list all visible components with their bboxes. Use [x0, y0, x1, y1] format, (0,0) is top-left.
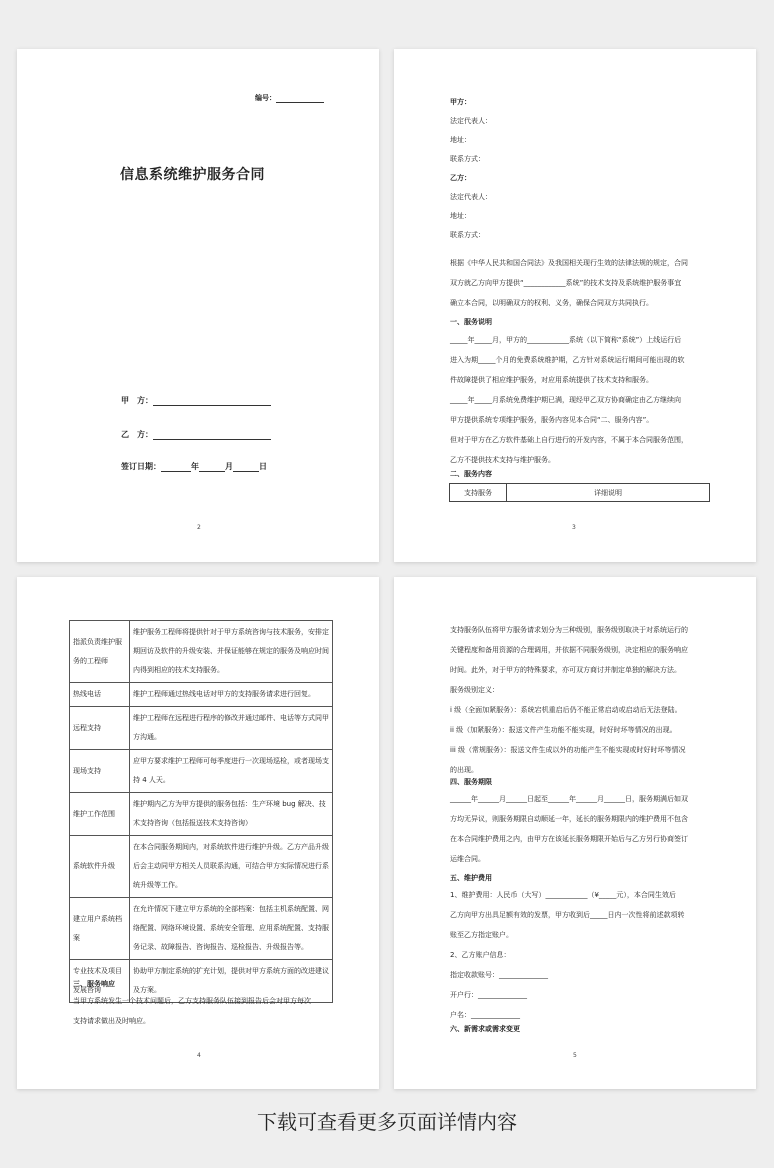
maintenance-fee: 1、维护费用：人民币（大写）____________（¥_____元），本合同生效后 乙方向甲方出具足额有效的发票，甲方收到后_____日内一次性将前述款项转 账至乙方指定账户。 2、乙方账户信息： 指定收款账号：______________ 开户行：______________ 户名：______________ — [450, 891, 685, 1019]
section-heading: 四、服务期限 — [450, 778, 492, 786]
party-b-address: 地址： — [450, 212, 471, 220]
page-number: 3 — [572, 524, 576, 531]
section-heading: 二、服务内容 — [450, 470, 492, 478]
table-row: 远程支持 维护工程师在远程进行程序的修改并通过邮件、电话等方式同甲方沟通。 — [70, 707, 333, 750]
table-row: 指派负责维护服务的工程师 维护服务工程师将提供针对于甲方系统咨询与技术服务，安排定期回访及软件的升级安装、并保证能够在规定的服务及响应时间内得到相应的技术支持服务。 — [70, 621, 333, 683]
party-a-rep: 法定代表人： — [450, 117, 492, 125]
service-levels: 支持服务队伍将甲方服务请求划分为三种级别，服务级别取决于对系统运行的 关键程度和备用资源的合理调用，并依据不同服务级别，决定相应的服务响应 时间。此外，对于甲方的特殊要求，亦可双方商讨并制定单独的解决方法。 服务级别定义： i 级（全面加紧服务）：系统宕机重启后仍不能正常启动或启动后无法登陆。 ii 级（加紧服务）：报送文件产生功能不能实现，时好时坏等情况的出现。 iii 级（常规服务）：报送文件生成以外的功能产生不能实现或时好时坏等情况 的出现。 — [450, 626, 688, 774]
party-a-heading: 甲方： — [450, 98, 471, 106]
sign-date-line: 签订日期： 年 月 日 — [121, 462, 267, 471]
page-number: 5 — [573, 1052, 577, 1059]
party-a-contact: 联系方式： — [450, 155, 485, 163]
party-b-line: 乙 方： — [121, 429, 271, 440]
contract-code: 编号： — [255, 93, 324, 103]
page-number: 2 — [197, 524, 201, 531]
section-heading: 一、服务说明 — [450, 318, 492, 326]
page-number: 4 — [197, 1052, 201, 1059]
party-b-heading: 乙方： — [450, 174, 471, 182]
table-header-cell: 支持服务 — [450, 484, 507, 502]
section-heading: 六、新需求或需求变更 — [450, 1025, 520, 1033]
service-content-table — [69, 620, 333, 1003]
download-more-caption[interactable]: 下载可查看更多页面详情内容 — [257, 1110, 517, 1134]
service-table-header — [449, 483, 710, 502]
contract-cover-page — [17, 49, 379, 562]
table-row: 现场支持 应甲方要求维护工程师可每季度进行一次现场巡检，或者现场支持 4 人天。 — [70, 750, 333, 793]
party-b-contact: 联系方式： — [450, 231, 485, 239]
contract-page-parties — [394, 49, 756, 562]
code-blank — [276, 102, 324, 103]
table-row: 专业技术及项目发展咨询 协助甲方制定系统的扩充计划，提供对甲方系统方面的改进建议及方案。 — [70, 960, 333, 1003]
table-header-cell: 详细说明 — [507, 484, 710, 502]
contract-title: 信息系统维护服务合同 — [120, 167, 265, 183]
party-b-rep: 法定代表人： — [450, 193, 492, 201]
table-row: 建立用户系统档案 在允许情况下建立甲方系统的全部档案：包括主机系统配置、网络配置、网络环境设置、系统安全管理、应用系统配置、支持服务记录、故障报告、咨询报告、巡检报告、升级报告等。 — [70, 898, 333, 960]
service-description: _____年_____月，甲方的____________系统（以下简称“系统”）上线运行后 进入为期_____个月的免费系统维护期，乙方针对系统运行期间可能出现的软 件故障提供了相应维护服务，对应用系统提供了技术支持和服务。 _____年_____月系统免费维护期已满，现经甲乙双方协商确定由乙方继续向 甲方提供系统专项维护服务，服务内容见本合同“二、服务内容”。 但对于甲方在乙方软件基础上自行进行的开发内容，不属于本合同服务范围， 乙方不提供技术支持与维护服务。 — [450, 336, 688, 464]
contract-page-service-table — [17, 577, 379, 1089]
intro-paragraph: 根据《中华人民共和国合同法》及我国相关现行生效的法律法规的规定，合同 双方就乙方向甲方提供“____________系统”的技术支持及系统维护服务事宜 确立本合同，以明确双方的权利、义务，确保合同双方共同执行。 — [450, 259, 688, 307]
table-row: 系统软件升级 在本合同服务期间内，对系统软件进行维护升级。乙方产品升级后会主动同甲方相关人员联系沟通，可结合甲方实际情况进行系统升级等工作。 — [70, 836, 333, 898]
party-a-line: 甲 方： — [121, 395, 271, 406]
service-period: ______年______月______日起至______年______月______日，服务期满后如双 方均无异议，则服务期限自动顺延一年，延长的服务期限内的维护费用不包含 在本合同维护费用之内，由甲方在该延长服务期限开始后与乙方另行协商签订 运维合同。 — [450, 795, 688, 863]
party-a-address: 地址： — [450, 136, 471, 144]
table-row: 维护工作范围 维护期内乙方为甲方提供的服务包括：生产环境 bug 解决、技术支持咨询（包括报送技术支持咨询） — [70, 793, 333, 836]
section-heading: 三、服务响应 — [73, 980, 115, 988]
table-row: 热线电话 维护工程师通过热线电话对甲方的支持服务请求进行回复。 — [70, 683, 333, 707]
contract-page-terms — [394, 577, 756, 1089]
service-response: 当甲方系统发生一个技术问题后，乙方支持服务队伍接到报告后会对甲方每次 支持请求做出及时响应。 — [73, 997, 311, 1025]
section-heading: 五、维护费用 — [450, 874, 492, 882]
